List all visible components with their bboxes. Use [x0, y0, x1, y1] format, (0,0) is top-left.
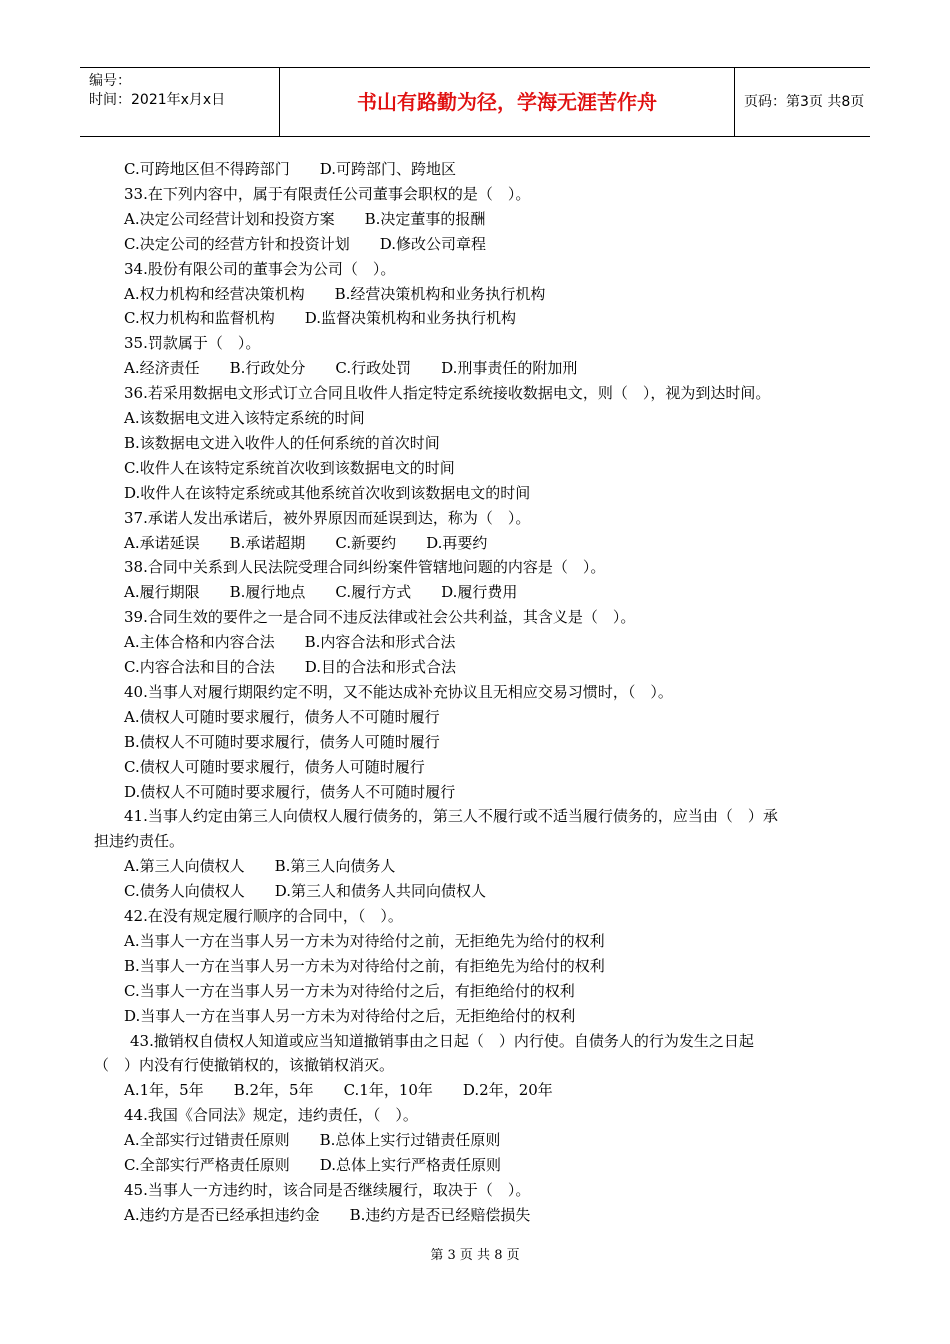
text-line: B.当事人一方在当事人另一方未为对待给付之前，有拒绝先为给付的权利 [124, 956, 605, 975]
text-line: A.违约方是否已经承担违约金 B.违约方是否已经赔偿损失 [124, 1205, 531, 1224]
text-line: 41.当事人约定由第三人向债权人履行债务的，第三人不履行或不适当履行债务的，应当由（ ）承 [124, 807, 778, 826]
text-line: C.收件人在该特定系统首次收到该数据电文的时间 [124, 458, 455, 477]
text-line: 42.在没有规定履行顺序的合同中，（ ）。 [124, 907, 403, 925]
text-line: A.权力机构和经营决策机构 B.经营决策机构和业务执行机构 [124, 284, 546, 303]
text-line: C.全部实行严格责任原则 D.总体上实行严格责任原则 [124, 1156, 501, 1174]
text-line: 39.合同生效的要件之一是合同不违反法律或社会公共利益，其含义是（ ）。 [124, 608, 636, 627]
text-line: A.履行期限 B.履行地点 C.履行方式 D.履行费用 [124, 583, 518, 602]
text-line: A.主体合格和内容合法 B.内容合法和形式合法 [124, 633, 456, 652]
text-line: A.全部实行过错责任原则 B.总体上实行过错责任原则 [124, 1131, 501, 1150]
text-line: C.权力机构和监督机构 D.监督决策机构和业务执行机构 [124, 309, 516, 328]
text-line: 43.撤销权自债权人知道或应当知道撤销事由之日起（ ）内行使。自债务人的行为发生之日起 [130, 1031, 754, 1050]
text-line: D.债权人不可随时要求履行，债务人不可随时履行 [124, 782, 456, 801]
page-footer: 第 3 页 共 8 页 [430, 1248, 520, 1263]
text-line: C.决定公司的经营方针和投资计划 D.修改公司章程 [124, 234, 486, 253]
text-line: A.决定公司经营计划和投资方案 B.决定董事的报酬 [124, 209, 486, 228]
text-line: A.经济责任 B.行政处分 C.行政处罚 D.刑事责任的附加刑 [124, 359, 578, 378]
text-line: 33.在下列内容中，属于有限责任公司董事会职权的是（ ）。 [124, 184, 531, 203]
text-line: A.该数据电文进入该特定系统的时间 [124, 409, 365, 427]
text-line: 44.我国《合同法》规定，违约责任，（ ）。 [124, 1106, 418, 1125]
text-line: A.当事人一方在当事人另一方未为对待给付之前，无拒绝先为给付的权利 [124, 931, 605, 950]
text-line: C.内容合法和目的合法 D.目的合法和形式合法 [124, 658, 456, 676]
text-line: 35.罚款属于（ ）。 [124, 334, 261, 353]
doc-time-label: 时间：2021年x月x日 [89, 92, 226, 108]
text-line: 34.股份有限公司的董事会为公司（ ）。 [124, 259, 396, 278]
text-line: 38.合同中关系到人民法院受理合同纠纷案件管辖地问题的内容是（ ）。 [124, 558, 606, 577]
text-line: （ ）内没有行使撤销权的，该撤销权消灭。 [94, 1056, 395, 1075]
text-line: B.该数据电文进入收件人的任何系统的首次时间 [124, 433, 440, 452]
text-line: D.收件人在该特定系统或其他系统首次收到该数据电文的时间 [124, 483, 531, 502]
header-meta [80, 68, 280, 136]
text-line: A.第三人向债权人 B.第三人向债务人 [124, 857, 396, 876]
text-line: C.当事人一方在当事人另一方未为对待给付之后，有拒绝给付的权利 [124, 981, 575, 1000]
text-line: A.1年，5年 B.2年，5年 C.1年，10年 D.2年，20年 [124, 1081, 553, 1100]
header-motto: 书山有路勤为径，学海无涯苦作舟 [280, 68, 735, 136]
text-line: C.债权人可随时要求履行，债务人可随时履行 [124, 757, 425, 776]
text-line: 36.若采用数据电文形式订立合同且收件人指定特定系统接收数据电文，则（ ），视为到达时间。 [124, 384, 771, 403]
text-line: C.可跨地区但不得跨部门 D.可跨部门、跨地区 [124, 160, 456, 178]
header-page-info: 页码：第3页 共8页 [744, 94, 865, 110]
text-line: 45.当事人一方违约时，该合同是否继续履行，取决于（ ）。 [124, 1180, 531, 1199]
text-line: D.当事人一方在当事人另一方未为对待给付之后，无拒绝给付的权利 [124, 1006, 576, 1025]
text-line: A.承诺延误 B.承诺超期 C.新要约 D.再要约 [124, 533, 488, 552]
doc-number-label: 编号： [89, 73, 131, 89]
text-line: C.债务人向债权人 D.第三人和债务人共同向债权人 [124, 882, 486, 901]
text-line: B.债权人不可随时要求履行，债务人可随时履行 [124, 732, 440, 751]
text-line: 37.承诺人发出承诺后，被外界原因而延误到达，称为（ ）。 [124, 508, 531, 527]
text-line: 担违约责任。 [94, 832, 185, 851]
page-header [80, 67, 870, 137]
text-line: 40.当事人对履行期限约定不明，又不能达成补充协议且无相应交易习惯时，（ ）。 [124, 682, 673, 701]
text-line: A.债权人可随时要求履行，债务人不可随时履行 [124, 707, 440, 726]
